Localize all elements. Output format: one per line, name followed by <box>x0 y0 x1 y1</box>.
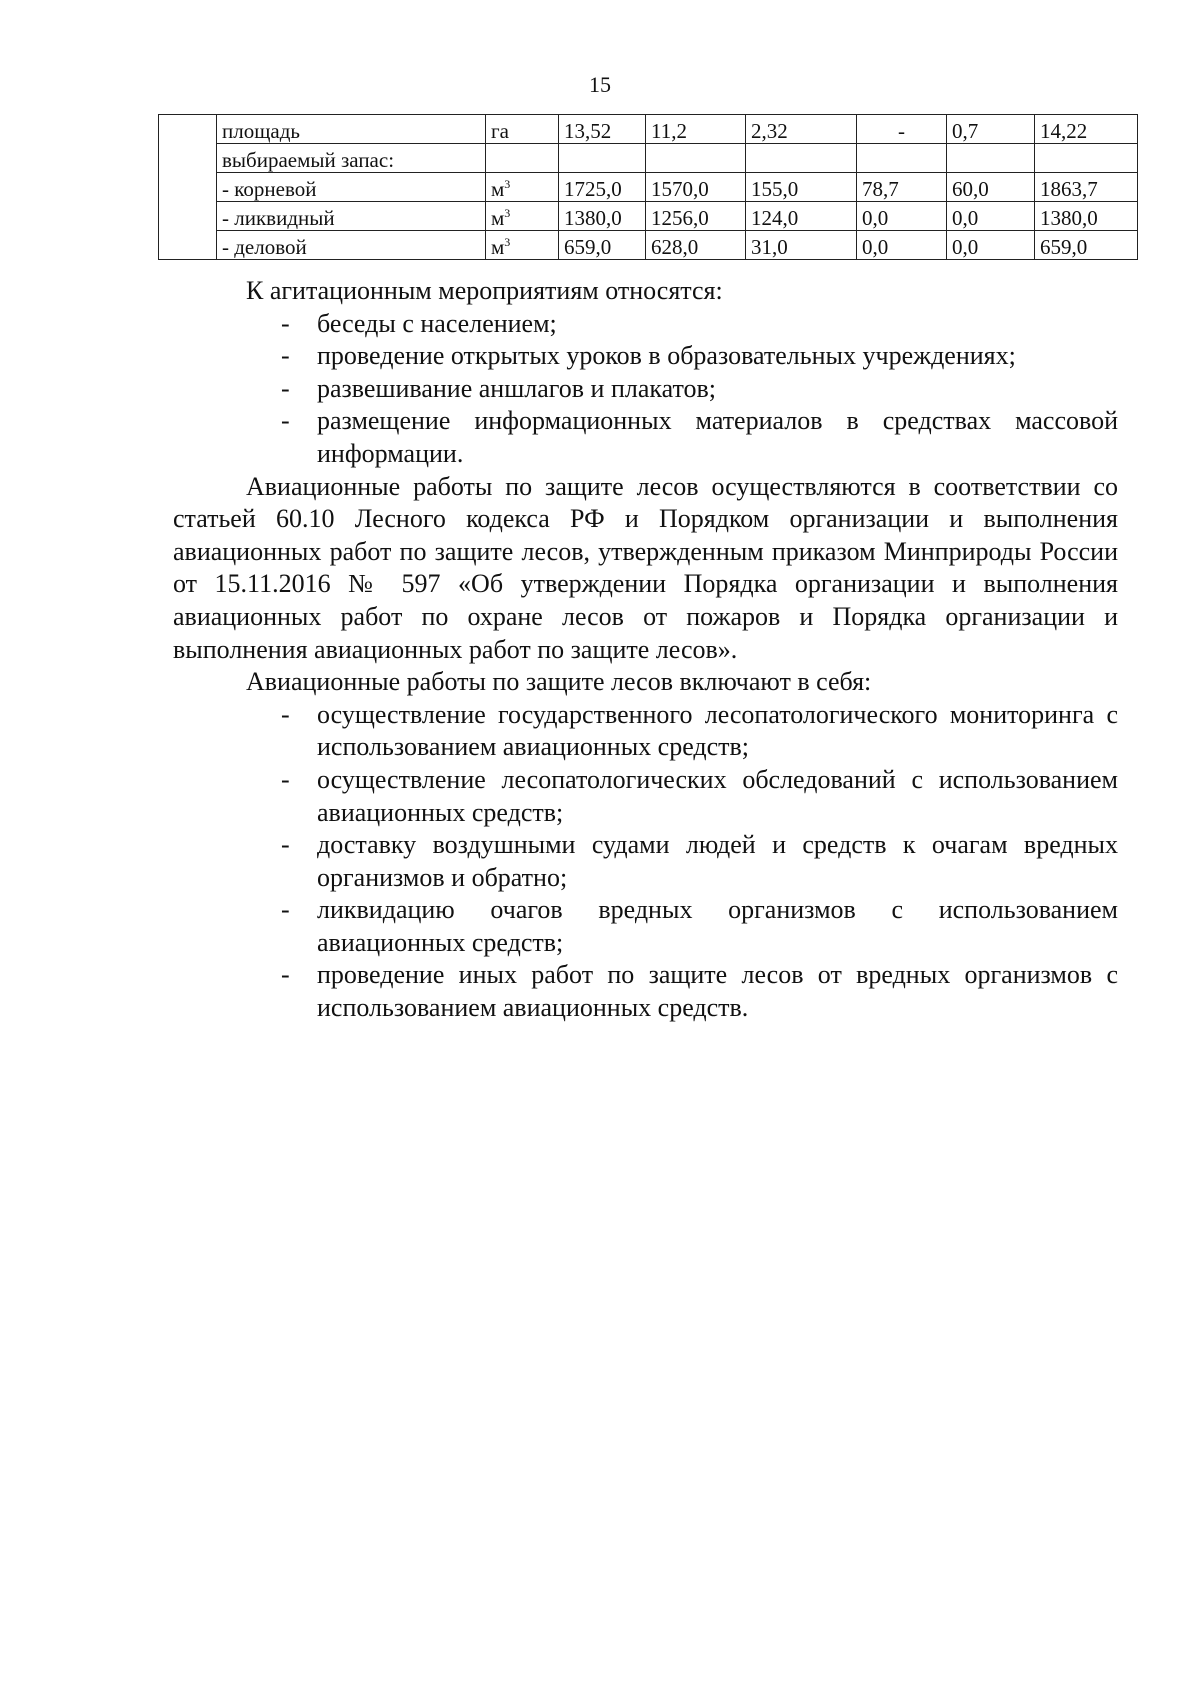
list-item: - доставку воздушными судами людей и средств к очагам вредных организмов и обратно; <box>281 830 1118 892</box>
row-label: площадь <box>217 115 486 144</box>
value-cell: 1256,0 <box>646 202 746 231</box>
unit-cell <box>486 144 559 173</box>
agitation-list <box>173 308 1118 471</box>
value-cell: 11,2 <box>646 115 746 144</box>
aviation-list <box>173 699 1118 1025</box>
value-cell: 2,32 <box>746 115 857 144</box>
value-cell: 13,52 <box>559 115 646 144</box>
value-cell: 14,22 <box>1035 115 1138 144</box>
value-cell: 1380,0 <box>1035 202 1138 231</box>
value-cell: 1570,0 <box>646 173 746 202</box>
value-cell: 0,0 <box>857 231 947 260</box>
list-item: - осуществление лесопатологических обследований с использованием авиационных средств; <box>281 764 1118 827</box>
value-cell <box>559 144 646 173</box>
row-label: - ликвидный <box>217 202 486 231</box>
list-item: - проведение иных работ по защите лесов от вредных организмов с использованием авиационных средств. <box>281 960 1118 1023</box>
aviation-intro: Авиационные работы по защите лесов включают в себя: <box>246 667 872 697</box>
value-cell <box>857 144 947 173</box>
value-cell <box>947 144 1035 173</box>
value-cell: 0,0 <box>857 202 947 231</box>
value-cell: - <box>857 115 947 144</box>
table-row <box>159 202 1138 231</box>
bullet-dash: - <box>281 960 290 990</box>
table-row <box>159 144 1138 173</box>
value-cell <box>1035 144 1138 173</box>
unit-cell: га <box>486 115 559 144</box>
table-row <box>159 115 1138 144</box>
list-item: - развешивание аншлагов и плакатов; <box>173 373 1118 406</box>
table-merged-cell <box>159 115 217 260</box>
bullet-dash: - <box>281 406 290 436</box>
agitation-intro: К агитационным мероприятиям относятся: <box>246 276 723 305</box>
value-cell: 1725,0 <box>559 173 646 202</box>
forest-resource-table <box>158 114 1138 260</box>
value-cell: 31,0 <box>746 231 857 260</box>
value-cell <box>746 144 857 173</box>
table-row <box>159 173 1138 202</box>
value-cell: 0,0 <box>947 202 1035 231</box>
aviation-paragraph: Авиационные работы по защите лесов осуществляются в соответствии со статьей 60.10 Лесного кодекса РФ и Порядком организации и выполнения авиационных работ по защите лесов, утвержденным приказом Минприроды России от 15.11.2016 № 597 «Об утверждении Порядка организации и выполнения авиационных работ по охране лесов от пожаров и Порядка организации и выполнения авиационных работ по защите лесов». <box>173 471 1118 664</box>
value-cell: 1863,7 <box>1035 173 1138 202</box>
value-cell: 659,0 <box>1035 231 1138 260</box>
bullet-dash: - <box>281 699 290 729</box>
list-item: - осуществление государственного лесопатологического мониторинга с использованием авиационных средств; <box>281 699 1118 762</box>
value-cell: 124,0 <box>746 202 857 231</box>
list-item: - беседы с населением; <box>173 308 1118 341</box>
row-label: выбираемый запас: <box>217 144 486 173</box>
row-label: - корневой <box>217 173 486 202</box>
list-item: - ликвидацию очагов вредных организмов с использованием авиационных средств; <box>281 895 1118 957</box>
value-cell: 60,0 <box>947 173 1035 202</box>
bullet-dash: - <box>281 373 290 403</box>
table-row <box>159 231 1138 260</box>
list-item: - проведение открытых уроков в образовательных учреждениях; <box>173 340 1118 373</box>
value-cell: 0,7 <box>947 115 1035 144</box>
row-label: - деловой <box>217 231 486 260</box>
unit-cell: $м^3$ <box>486 173 559 202</box>
unit-cell: $м^3$ <box>486 202 559 231</box>
bullet-dash: - <box>281 764 290 794</box>
bullet-dash: - <box>281 830 290 860</box>
bullet-dash: - <box>281 341 290 371</box>
value-cell: 155,0 <box>746 173 857 202</box>
page-number: 15 <box>589 72 611 97</box>
list-item: - размещение информационных материалов в средствах массовой информации. <box>281 406 1118 468</box>
value-cell: 78,7 <box>857 173 947 202</box>
unit-cell: $м^3$ <box>486 231 559 260</box>
body-text <box>173 275 1118 1025</box>
bullet-dash: - <box>281 308 290 338</box>
bullet-dash: - <box>281 895 290 925</box>
value-cell: 1380,0 <box>559 202 646 231</box>
value-cell: 659,0 <box>559 231 646 260</box>
value-cell: 0,0 <box>947 231 1035 260</box>
value-cell <box>646 144 746 173</box>
value-cell: 628,0 <box>646 231 746 260</box>
